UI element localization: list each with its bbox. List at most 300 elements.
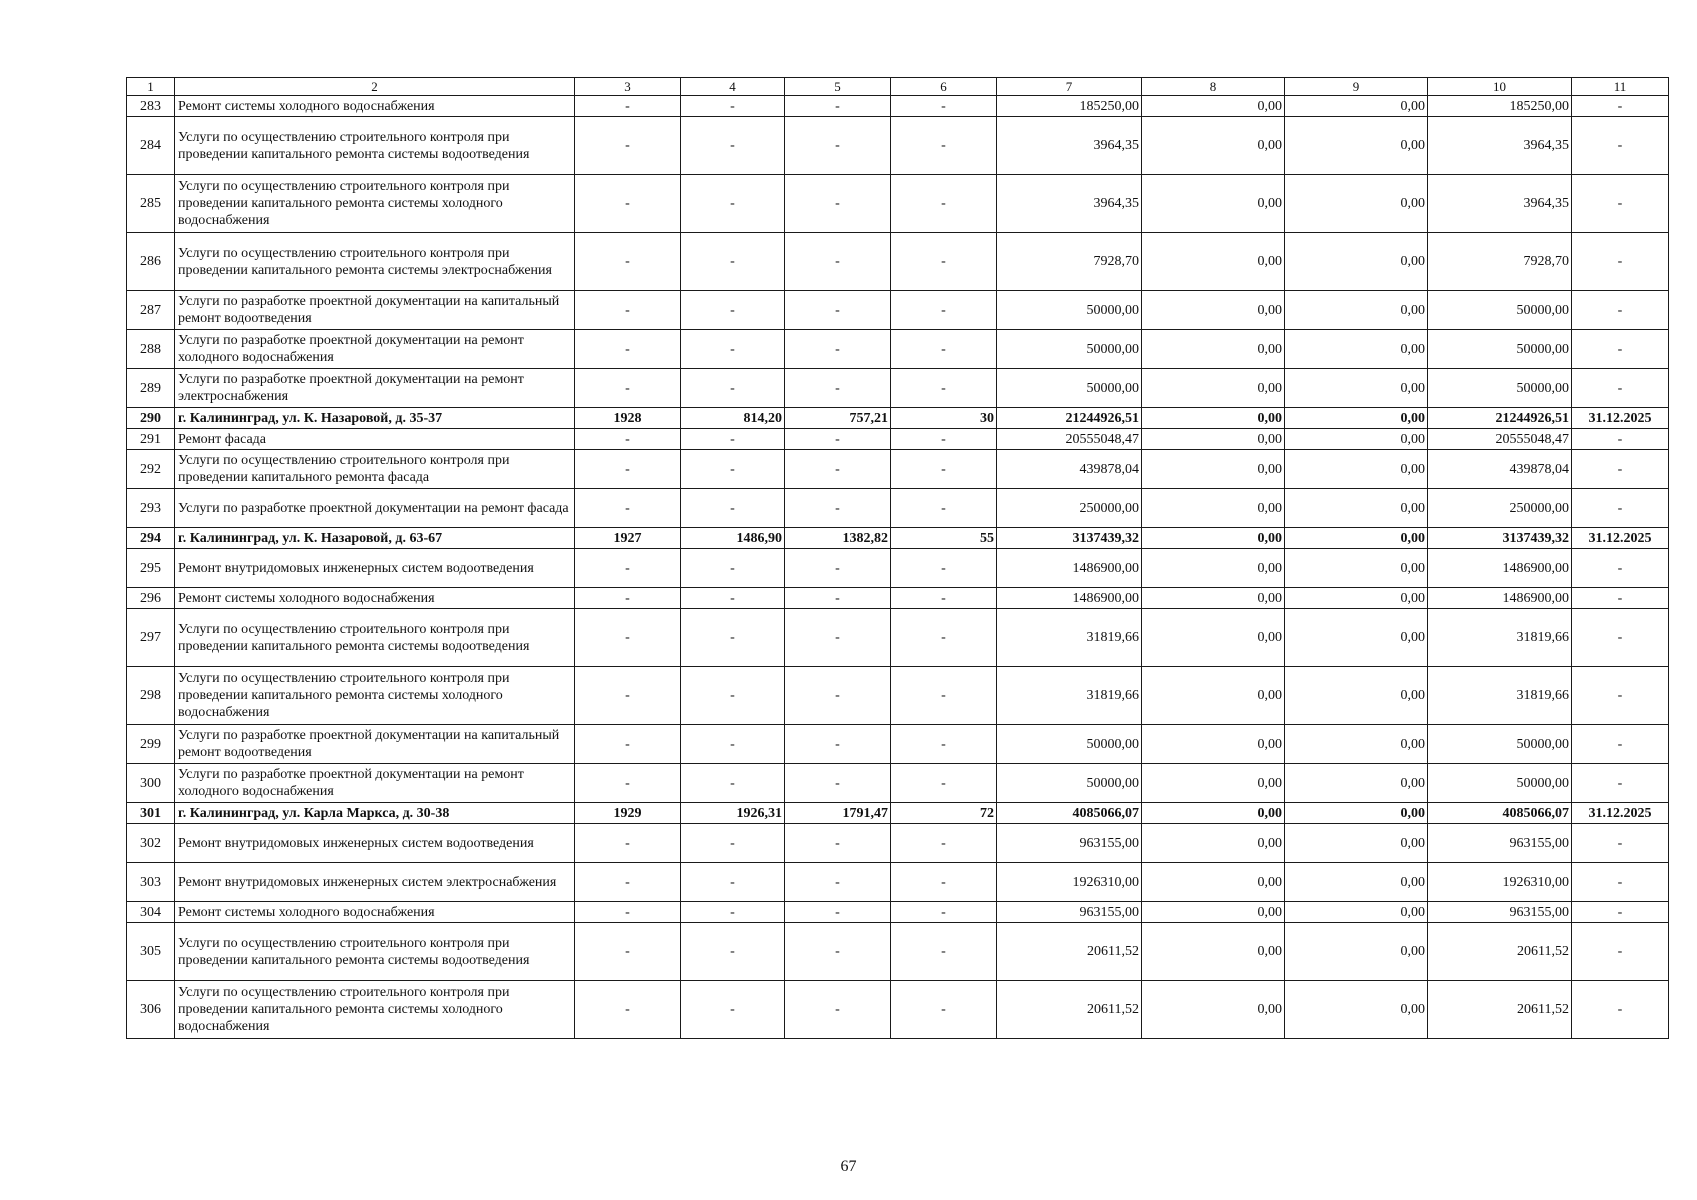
residents-cell: - (891, 175, 997, 233)
budget-cost-cell: 0,00 (1285, 549, 1428, 588)
budget-cost-cell: 0,00 (1285, 450, 1428, 489)
residents-cell: - (891, 667, 997, 725)
year-cell: - (575, 725, 681, 764)
fund-cost-cell: 0,00 (1142, 330, 1285, 369)
year-cell: - (575, 450, 681, 489)
fund-cost-cell: 0,00 (1142, 609, 1285, 667)
budget-cost-cell: 0,00 (1285, 233, 1428, 291)
budget-cost-cell: 0,00 (1285, 291, 1428, 330)
budget-cost-cell: 0,00 (1285, 117, 1428, 175)
fund-cost-cell: 0,00 (1142, 489, 1285, 528)
column-number-header: 6 (891, 78, 997, 96)
total-area-cell: - (681, 96, 785, 117)
year-cell: - (575, 588, 681, 609)
residents-cell: - (891, 588, 997, 609)
completion-date-cell: - (1572, 175, 1669, 233)
budget-cost-cell: 0,00 (1285, 902, 1428, 923)
completion-date-cell: - (1572, 489, 1669, 528)
completion-date-cell: - (1572, 450, 1669, 489)
column-number-header: 8 (1142, 78, 1285, 96)
budget-cost-cell: 0,00 (1285, 175, 1428, 233)
living-area-cell: - (785, 96, 891, 117)
table-row (127, 96, 1669, 117)
total-area-cell: - (681, 902, 785, 923)
total-cost-cell: 1486900,00 (997, 588, 1142, 609)
fund-cost-cell: 0,00 (1142, 863, 1285, 902)
year-cell: - (575, 117, 681, 175)
living-area-cell: - (785, 369, 891, 408)
fund-cost-cell: 0,00 (1142, 981, 1285, 1039)
total-cost-cell: 20611,52 (997, 923, 1142, 981)
table-row (127, 489, 1669, 528)
total-area-cell: - (681, 588, 785, 609)
completion-date-cell: - (1572, 291, 1669, 330)
living-area-cell: - (785, 117, 891, 175)
residents-cell: - (891, 489, 997, 528)
budget-cost-cell: 0,00 (1285, 369, 1428, 408)
living-area-cell: - (785, 549, 891, 588)
year-cell: - (575, 667, 681, 725)
year-cell: - (575, 981, 681, 1039)
total-cost-cell: 31819,66 (997, 609, 1142, 667)
table-row (127, 117, 1669, 175)
residents-cell: 55 (891, 528, 997, 549)
year-cell: - (575, 429, 681, 450)
budget-cost-cell: 0,00 (1285, 489, 1428, 528)
completion-date-cell: - (1572, 725, 1669, 764)
row-number-cell: 300 (127, 764, 175, 803)
total-area-cell: - (681, 233, 785, 291)
work-name-cell: г. Калининград, ул. К. Назаровой, д. 63-67 (175, 528, 575, 549)
row-number-cell: 286 (127, 233, 175, 291)
fund-cost-cell: 0,00 (1142, 450, 1285, 489)
year-cell: 1927 (575, 528, 681, 549)
living-area-cell: - (785, 429, 891, 450)
table-row (127, 369, 1669, 408)
living-area-cell: - (785, 981, 891, 1039)
completion-date-cell: - (1572, 369, 1669, 408)
owners-cost-cell: 50000,00 (1428, 369, 1572, 408)
row-number-cell: 303 (127, 863, 175, 902)
budget-cost-cell: 0,00 (1285, 96, 1428, 117)
total-cost-cell: 20555048,47 (997, 429, 1142, 450)
fund-cost-cell: 0,00 (1142, 824, 1285, 863)
total-area-cell: 814,20 (681, 408, 785, 429)
work-name-cell: г. Калининград, ул. К. Назаровой, д. 35-37 (175, 408, 575, 429)
work-name-cell: Ремонт внутридомовых инженерных систем электроснабжения (175, 863, 575, 902)
owners-cost-cell: 439878,04 (1428, 450, 1572, 489)
living-area-cell: - (785, 725, 891, 764)
table-row (127, 588, 1669, 609)
total-cost-cell: 1926310,00 (997, 863, 1142, 902)
owners-cost-cell: 3964,35 (1428, 175, 1572, 233)
row-number-cell: 296 (127, 588, 175, 609)
row-number-cell: 298 (127, 667, 175, 725)
table-row (127, 764, 1669, 803)
fund-cost-cell: 0,00 (1142, 408, 1285, 429)
total-cost-cell: 20611,52 (997, 981, 1142, 1039)
living-area-cell: - (785, 923, 891, 981)
year-cell: - (575, 291, 681, 330)
total-area-cell: - (681, 429, 785, 450)
fund-cost-cell: 0,00 (1142, 764, 1285, 803)
total-cost-cell: 7928,70 (997, 233, 1142, 291)
total-cost-cell: 50000,00 (997, 725, 1142, 764)
row-number-cell: 288 (127, 330, 175, 369)
row-number-cell: 289 (127, 369, 175, 408)
total-cost-cell: 3137439,32 (997, 528, 1142, 549)
total-area-cell: - (681, 764, 785, 803)
total-area-cell: - (681, 824, 785, 863)
completion-date-cell: - (1572, 549, 1669, 588)
residents-cell: 72 (891, 803, 997, 824)
row-number-cell: 302 (127, 824, 175, 863)
table-row (127, 609, 1669, 667)
fund-cost-cell: 0,00 (1142, 902, 1285, 923)
total-area-cell: - (681, 450, 785, 489)
work-name-cell: Услуги по разработке проектной документации на ремонт холодного водоснабжения (175, 764, 575, 803)
owners-cost-cell: 20611,52 (1428, 923, 1572, 981)
table-row (127, 429, 1669, 450)
work-name-cell: Услуги по осуществлению строительного контроля при проведении капитального ремонта фасада (175, 450, 575, 489)
owners-cost-cell: 50000,00 (1428, 330, 1572, 369)
living-area-cell: - (785, 764, 891, 803)
work-name-cell: г. Калининград, ул. Карла Маркса, д. 30-38 (175, 803, 575, 824)
residents-cell: - (891, 549, 997, 588)
budget-cost-cell: 0,00 (1285, 429, 1428, 450)
owners-cost-cell: 1486900,00 (1428, 588, 1572, 609)
completion-date-cell: - (1572, 609, 1669, 667)
total-area-cell: - (681, 291, 785, 330)
total-cost-cell: 21244926,51 (997, 408, 1142, 429)
living-area-cell: - (785, 863, 891, 902)
work-name-cell: Услуги по разработке проектной документации на капитальный ремонт водоотведения (175, 725, 575, 764)
work-name-cell: Услуги по осуществлению строительного контроля при проведении капитального ремонта системы водоотведения (175, 923, 575, 981)
living-area-cell: - (785, 902, 891, 923)
completion-date-cell: - (1572, 429, 1669, 450)
living-area-cell: - (785, 330, 891, 369)
residents-cell: - (891, 863, 997, 902)
work-name-cell: Услуги по разработке проектной документации на ремонт электроснабжения (175, 369, 575, 408)
work-name-cell: Услуги по осуществлению строительного контроля при проведении капитального ремонта системы холодного водоснабжения (175, 667, 575, 725)
living-area-cell: - (785, 233, 891, 291)
row-number-cell: 284 (127, 117, 175, 175)
fund-cost-cell: 0,00 (1142, 725, 1285, 764)
living-area-cell: - (785, 291, 891, 330)
owners-cost-cell: 250000,00 (1428, 489, 1572, 528)
fund-cost-cell: 0,00 (1142, 96, 1285, 117)
total-cost-cell: 185250,00 (997, 96, 1142, 117)
year-cell: - (575, 549, 681, 588)
living-area-cell: - (785, 588, 891, 609)
column-number-header: 5 (785, 78, 891, 96)
fund-cost-cell: 0,00 (1142, 291, 1285, 330)
residents-cell: - (891, 233, 997, 291)
column-number-header-row (127, 78, 1669, 96)
work-name-cell: Услуги по осуществлению строительного контроля при проведении капитального ремонта системы водоотведения (175, 117, 575, 175)
table-row (127, 450, 1669, 489)
total-cost-cell: 50000,00 (997, 764, 1142, 803)
total-cost-cell: 31819,66 (997, 667, 1142, 725)
fund-cost-cell: 0,00 (1142, 369, 1285, 408)
completion-date-cell: - (1572, 902, 1669, 923)
residents-cell: - (891, 764, 997, 803)
residents-cell: - (891, 725, 997, 764)
total-area-cell: - (681, 175, 785, 233)
year-cell: - (575, 609, 681, 667)
year-cell: 1929 (575, 803, 681, 824)
completion-date-cell: - (1572, 588, 1669, 609)
table-row (127, 725, 1669, 764)
completion-date-cell: - (1572, 981, 1669, 1039)
total-area-cell: - (681, 549, 785, 588)
row-number-cell: 292 (127, 450, 175, 489)
total-area-cell: - (681, 369, 785, 408)
completion-date-cell: - (1572, 667, 1669, 725)
year-cell: - (575, 369, 681, 408)
residents-cell: - (891, 330, 997, 369)
budget-cost-cell: 0,00 (1285, 725, 1428, 764)
total-area-cell: - (681, 489, 785, 528)
total-cost-cell: 250000,00 (997, 489, 1142, 528)
residents-cell: - (891, 96, 997, 117)
row-number-cell: 305 (127, 923, 175, 981)
living-area-cell: 1382,82 (785, 528, 891, 549)
year-cell: - (575, 902, 681, 923)
budget-cost-cell: 0,00 (1285, 667, 1428, 725)
table-row (127, 528, 1669, 549)
residents-cell: - (891, 291, 997, 330)
total-cost-cell: 50000,00 (997, 291, 1142, 330)
budget-cost-cell: 0,00 (1285, 824, 1428, 863)
total-area-cell: 1486,90 (681, 528, 785, 549)
completion-date-cell: - (1572, 824, 1669, 863)
budget-cost-cell: 0,00 (1285, 923, 1428, 981)
residents-cell: - (891, 902, 997, 923)
total-cost-cell: 50000,00 (997, 330, 1142, 369)
total-area-cell: - (681, 667, 785, 725)
year-cell: - (575, 233, 681, 291)
owners-cost-cell: 3964,35 (1428, 117, 1572, 175)
completion-date-cell: - (1572, 764, 1669, 803)
row-number-cell: 290 (127, 408, 175, 429)
table-row (127, 863, 1669, 902)
row-number-cell: 297 (127, 609, 175, 667)
residents-cell: - (891, 981, 997, 1039)
budget-table (126, 77, 1669, 1039)
fund-cost-cell: 0,00 (1142, 528, 1285, 549)
year-cell: - (575, 764, 681, 803)
residents-cell: 30 (891, 408, 997, 429)
completion-date-cell: - (1572, 923, 1669, 981)
work-name-cell: Ремонт системы холодного водоснабжения (175, 902, 575, 923)
owners-cost-cell: 963155,00 (1428, 902, 1572, 923)
total-cost-cell: 3964,35 (997, 117, 1142, 175)
table-row (127, 824, 1669, 863)
living-area-cell: - (785, 824, 891, 863)
table-row (127, 667, 1669, 725)
total-area-cell: - (681, 330, 785, 369)
budget-cost-cell: 0,00 (1285, 330, 1428, 369)
table-row (127, 408, 1669, 429)
total-area-cell: - (681, 981, 785, 1039)
work-name-cell: Услуги по осуществлению строительного контроля при проведении капитального ремонта системы холодного водоснабжения (175, 981, 575, 1039)
completion-date-cell: 31.12.2025 (1572, 408, 1669, 429)
fund-cost-cell: 0,00 (1142, 667, 1285, 725)
column-number-header: 11 (1572, 78, 1669, 96)
completion-date-cell: - (1572, 96, 1669, 117)
work-name-cell: Ремонт внутридомовых инженерных систем водоотведения (175, 549, 575, 588)
table-row (127, 233, 1669, 291)
living-area-cell: - (785, 175, 891, 233)
residents-cell: - (891, 429, 997, 450)
fund-cost-cell: 0,00 (1142, 549, 1285, 588)
owners-cost-cell: 20555048,47 (1428, 429, 1572, 450)
work-name-cell: Ремонт системы холодного водоснабжения (175, 96, 575, 117)
column-number-header: 7 (997, 78, 1142, 96)
owners-cost-cell: 185250,00 (1428, 96, 1572, 117)
total-cost-cell: 439878,04 (997, 450, 1142, 489)
table-row (127, 981, 1669, 1039)
row-number-cell: 295 (127, 549, 175, 588)
row-number-cell: 306 (127, 981, 175, 1039)
completion-date-cell: - (1572, 330, 1669, 369)
owners-cost-cell: 31819,66 (1428, 667, 1572, 725)
table-row (127, 923, 1669, 981)
total-area-cell: 1926,31 (681, 803, 785, 824)
total-cost-cell: 50000,00 (997, 369, 1142, 408)
table-row (127, 549, 1669, 588)
completion-date-cell: - (1572, 117, 1669, 175)
owners-cost-cell: 7928,70 (1428, 233, 1572, 291)
total-area-cell: - (681, 923, 785, 981)
living-area-cell: - (785, 609, 891, 667)
total-area-cell: - (681, 725, 785, 764)
owners-cost-cell: 4085066,07 (1428, 803, 1572, 824)
residents-cell: - (891, 450, 997, 489)
work-name-cell: Услуги по осуществлению строительного контроля при проведении капитального ремонта системы холодного водоснабжения (175, 175, 575, 233)
residents-cell: - (891, 117, 997, 175)
column-number-header: 1 (127, 78, 175, 96)
total-area-cell: - (681, 863, 785, 902)
owners-cost-cell: 50000,00 (1428, 764, 1572, 803)
year-cell: - (575, 489, 681, 528)
fund-cost-cell: 0,00 (1142, 175, 1285, 233)
column-number-header: 9 (1285, 78, 1428, 96)
work-name-cell: Услуги по разработке проектной документации на ремонт холодного водоснабжения (175, 330, 575, 369)
work-name-cell: Ремонт фасада (175, 429, 575, 450)
fund-cost-cell: 0,00 (1142, 117, 1285, 175)
row-number-cell: 287 (127, 291, 175, 330)
fund-cost-cell: 0,00 (1142, 923, 1285, 981)
column-number-header: 2 (175, 78, 575, 96)
work-name-cell: Ремонт системы холодного водоснабжения (175, 588, 575, 609)
fund-cost-cell: 0,00 (1142, 429, 1285, 450)
total-area-cell: - (681, 117, 785, 175)
row-number-cell: 301 (127, 803, 175, 824)
row-number-cell: 304 (127, 902, 175, 923)
owners-cost-cell: 3137439,32 (1428, 528, 1572, 549)
owners-cost-cell: 21244926,51 (1428, 408, 1572, 429)
living-area-cell: - (785, 667, 891, 725)
residents-cell: - (891, 923, 997, 981)
owners-cost-cell: 50000,00 (1428, 291, 1572, 330)
year-cell: - (575, 863, 681, 902)
year-cell: 1928 (575, 408, 681, 429)
residents-cell: - (891, 369, 997, 408)
column-number-header: 3 (575, 78, 681, 96)
fund-cost-cell: 0,00 (1142, 233, 1285, 291)
year-cell: - (575, 175, 681, 233)
living-area-cell: - (785, 489, 891, 528)
total-area-cell: - (681, 609, 785, 667)
owners-cost-cell: 1926310,00 (1428, 863, 1572, 902)
year-cell: - (575, 923, 681, 981)
completion-date-cell: - (1572, 863, 1669, 902)
table-row (127, 902, 1669, 923)
budget-cost-cell: 0,00 (1285, 863, 1428, 902)
work-name-cell: Ремонт внутридомовых инженерных систем водоотведения (175, 824, 575, 863)
row-number-cell: 283 (127, 96, 175, 117)
budget-cost-cell: 0,00 (1285, 981, 1428, 1039)
owners-cost-cell: 20611,52 (1428, 981, 1572, 1039)
living-area-cell: 1791,47 (785, 803, 891, 824)
budget-cost-cell: 0,00 (1285, 408, 1428, 429)
year-cell: - (575, 96, 681, 117)
work-name-cell: Услуги по осуществлению строительного контроля при проведении капитального ремонта системы электроснабжения (175, 233, 575, 291)
total-cost-cell: 4085066,07 (997, 803, 1142, 824)
page-number: 67 (840, 1158, 857, 1175)
table-row (127, 175, 1669, 233)
budget-cost-cell: 0,00 (1285, 803, 1428, 824)
fund-cost-cell: 0,00 (1142, 803, 1285, 824)
living-area-cell: - (785, 450, 891, 489)
row-number-cell: 293 (127, 489, 175, 528)
row-number-cell: 299 (127, 725, 175, 764)
budget-cost-cell: 0,00 (1285, 528, 1428, 549)
table-row (127, 803, 1669, 824)
column-number-header: 4 (681, 78, 785, 96)
living-area-cell: 757,21 (785, 408, 891, 429)
budget-cost-cell: 0,00 (1285, 588, 1428, 609)
total-cost-cell: 3964,35 (997, 175, 1142, 233)
row-number-cell: 291 (127, 429, 175, 450)
total-cost-cell: 963155,00 (997, 902, 1142, 923)
work-name-cell: Услуги по разработке проектной документации на ремонт фасада (175, 489, 575, 528)
completion-date-cell: 31.12.2025 (1572, 803, 1669, 824)
table-row (127, 330, 1669, 369)
year-cell: - (575, 330, 681, 369)
budget-cost-cell: 0,00 (1285, 764, 1428, 803)
row-number-cell: 285 (127, 175, 175, 233)
owners-cost-cell: 31819,66 (1428, 609, 1572, 667)
table-row (127, 291, 1669, 330)
residents-cell: - (891, 609, 997, 667)
total-cost-cell: 963155,00 (997, 824, 1142, 863)
completion-date-cell: 31.12.2025 (1572, 528, 1669, 549)
fund-cost-cell: 0,00 (1142, 588, 1285, 609)
budget-cost-cell: 0,00 (1285, 609, 1428, 667)
work-name-cell: Услуги по разработке проектной документации на капитальный ремонт водоотведения (175, 291, 575, 330)
work-name-cell: Услуги по осуществлению строительного контроля при проведении капитального ремонта системы водоотведения (175, 609, 575, 667)
owners-cost-cell: 963155,00 (1428, 824, 1572, 863)
total-cost-cell: 1486900,00 (997, 549, 1142, 588)
row-number-cell: 294 (127, 528, 175, 549)
year-cell: - (575, 824, 681, 863)
column-number-header: 10 (1428, 78, 1572, 96)
residents-cell: - (891, 824, 997, 863)
owners-cost-cell: 50000,00 (1428, 725, 1572, 764)
